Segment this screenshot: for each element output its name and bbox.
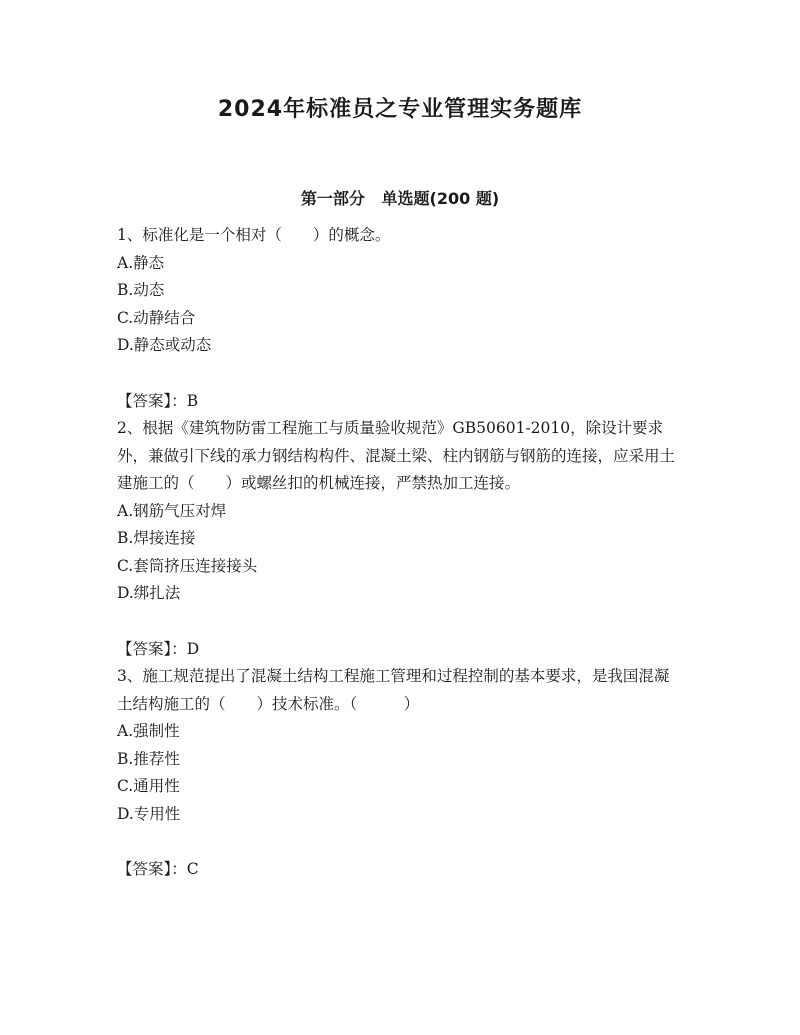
section-title: 第一部分 单选题(200 题) (300, 189, 500, 208)
question-item (117, 663, 677, 884)
question-stem: 2、根据《建筑物防雷工程施工与质量验收规范》GB50601-2010，除设计要求外，兼做引下线的承力钢结构构件、混凝土梁、柱内钢筋与钢筋的连接，应采用土建施工的（ ）或螺丝扣的机械连接，严禁热加工连接。 (117, 419, 676, 492)
question-stem: 3、施工规范提出了混凝土结构工程施工管理和过程控制的基本要求，是我国混凝土结构施工的（ ）技术标准。（ ） (117, 667, 670, 713)
answer-line: 【答案】：D (117, 639, 200, 658)
option-c: C.通用性 (117, 777, 180, 795)
option-d: D.静态或动态 (117, 336, 212, 354)
option-a: A.强制性 (117, 722, 180, 740)
option-d: D.专用性 (117, 804, 181, 823)
question-stem: 1、标准化是一个相对（ ）的概念。 (117, 226, 391, 244)
answer-line: 【答案】：C (117, 860, 199, 878)
document-title: 2024年标准员之专业管理实务题库 (217, 97, 583, 122)
option-d: D.绑扎法 (117, 584, 181, 602)
option-a: A.静态 (117, 253, 165, 272)
question-item (117, 222, 677, 415)
option-c: C.动静结合 (117, 308, 196, 327)
answer-line: 【答案】：B (117, 391, 199, 410)
option-c: C.套筒挤压连接接头 (117, 556, 258, 575)
option-b: B.动态 (117, 281, 165, 299)
option-b: B.推荐性 (117, 749, 180, 768)
question-item (117, 415, 677, 663)
option-a: A.钢筋气压对焊 (117, 501, 227, 520)
question-list (117, 222, 677, 884)
option-b: B.焊接连接 (117, 529, 196, 547)
